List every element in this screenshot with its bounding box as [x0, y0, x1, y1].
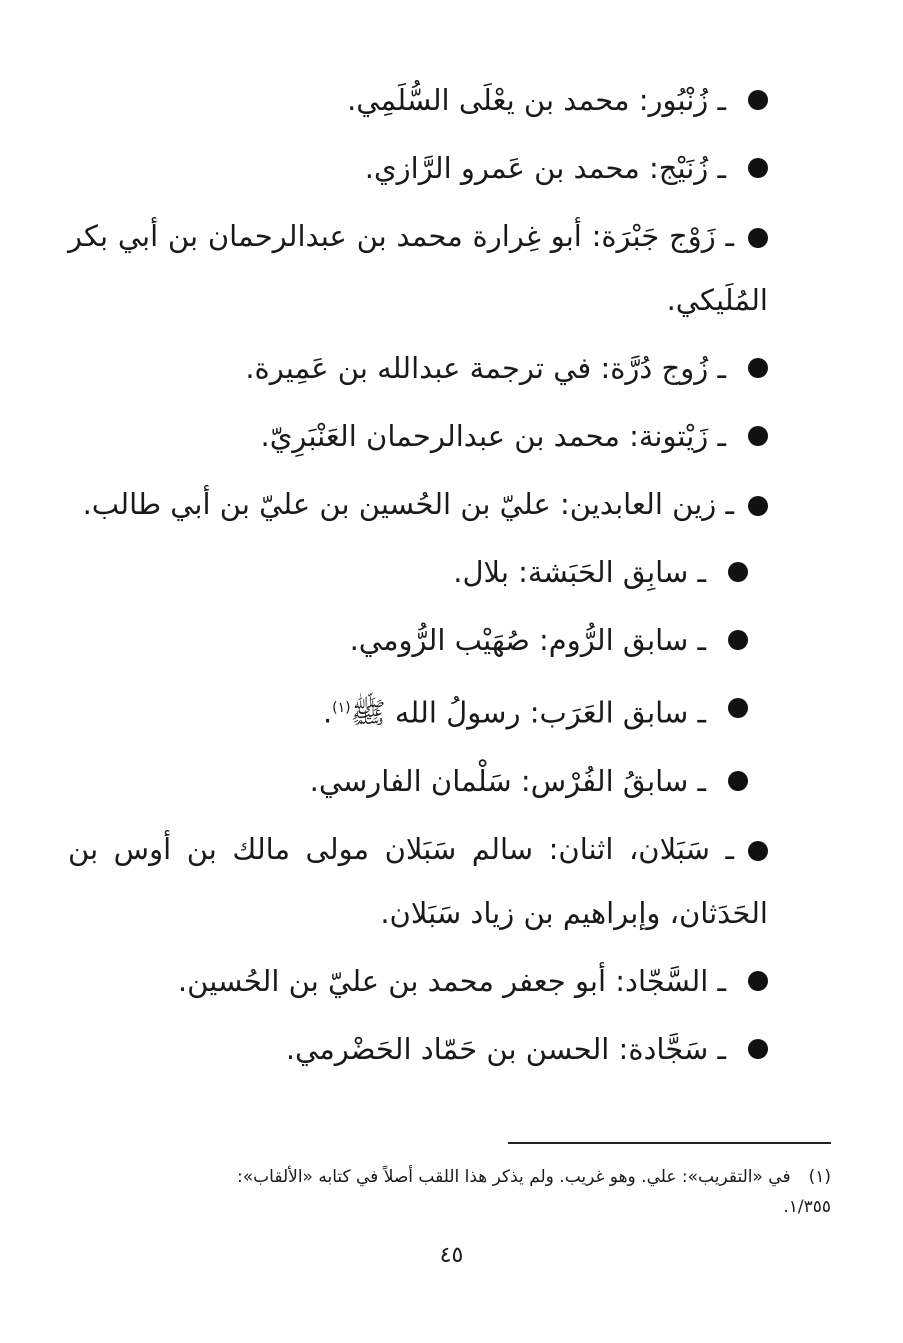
entry-text: ـ سابق العَرَب: رسولُ الله ﷺ [350, 695, 706, 730]
entry-2 [68, 136, 768, 200]
entry-text: ـ زُنَيْج: محمد بن عَمرو الرَّازي. [364, 151, 726, 185]
bullet-icon [748, 971, 768, 991]
footnote-line-2: ١/٣٥٥. [783, 1197, 831, 1217]
entry-12 [68, 949, 768, 1013]
entries-list [68, 68, 768, 1085]
entry-tail: . [322, 695, 333, 730]
footnote-number: (١) [808, 1167, 831, 1187]
footnote-ref: (١) [332, 700, 351, 716]
entry-4 [68, 336, 768, 400]
page-number: ٤٥ [439, 1243, 464, 1268]
bullet-icon [748, 841, 768, 861]
bullet-icon [748, 158, 768, 178]
bullet-icon [748, 496, 768, 516]
bullet-icon [728, 698, 748, 718]
entry-3 [68, 204, 768, 332]
entry-text: ـ زُوج دُرَّة: في ترجمة عبدالله بن عَمِيرة. [245, 351, 726, 385]
entry-text: ـ زين العابدين: عليّ بن الحُسين بن عليّ بن أبي طالب. [82, 487, 734, 521]
entry-10 [68, 749, 768, 813]
bullet-icon [748, 1039, 768, 1059]
entry-text: ـ السَّجّاد: أبو جعفر محمد بن عليّ بن الحُسين. [177, 963, 726, 998]
entry-text: ـ سابقُ الفُرْس: سَلْمان الفارسي. [309, 763, 706, 798]
entry-text: ـ زُنْبُور: محمد بن يعْلَى السُّلَمِي. [347, 83, 726, 117]
footnote-line-1: في «التقريب»: علي. وهو غريب. ولم يذكر هذا اللقب أصلاً في كتابه «الألقاب»: [237, 1167, 791, 1187]
entry-8 [68, 608, 768, 672]
bullet-icon [728, 771, 748, 791]
footnote-separator [508, 1142, 831, 1144]
entry-13 [68, 1017, 768, 1081]
bullet-icon [748, 358, 768, 378]
bullet-icon [728, 630, 748, 650]
entry-11 [68, 817, 768, 945]
entry-5 [68, 404, 768, 468]
entry-1 [68, 68, 768, 132]
entry-text: ـ زَيْتونة: محمد بن عبدالرحمان العَنْبَرِيّ. [260, 419, 726, 453]
entry-text: ـ سابِق الحَبَشة: بلال. [453, 555, 706, 589]
entry-text: ـ زَوْج جَبْرَة: أبو غِرارة محمد بن عبدالرحمان بن أبي بكر المُلَيكي. [68, 219, 768, 317]
bullet-icon [728, 562, 748, 582]
entry-6 [68, 472, 768, 536]
entry-7 [68, 540, 768, 604]
footnote [131, 1162, 831, 1222]
entry-9 [68, 676, 768, 745]
entry-text: ـ سَجَّادة: الحسن بن حَمّاد الحَضْرمي. [285, 1031, 726, 1066]
bullet-icon [748, 426, 768, 446]
entry-text: ـ سَبَلان، اثنان: سالم سَبَلان مولى مالك بن أوس بن الحَدَثان، وإبراهيم بن زياد سَبَلان. [68, 831, 768, 930]
entry-text: ـ سابق الرُّوم: صُهَيْب الرُّومي. [349, 623, 706, 657]
bullet-icon [748, 90, 768, 110]
bullet-icon [748, 228, 768, 248]
